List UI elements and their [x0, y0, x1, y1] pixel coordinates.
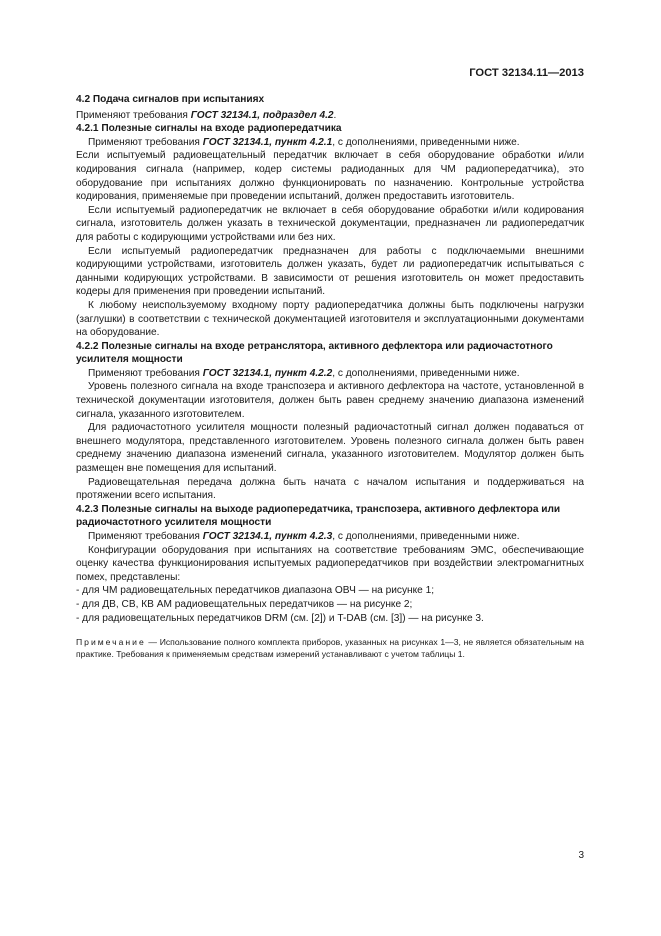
requirement-ref-4-2: Применяют требования ГОСТ 32134.1, подраздел 4.2. — [76, 109, 337, 121]
paragraph: Уровень полезного сигнала на входе транспозера и активного дефлектора на частоте, установленной в технической документации изготовителя, должен быть равен среднему значению диапазона изменений сигнала, указанного изготовителем. — [76, 381, 584, 420]
document-code-header: ГОСТ 32134.11—2013 — [469, 67, 584, 79]
page-number: 3 — [578, 850, 584, 861]
paragraph: Если испытуемый радиопередатчик предназначен для работы с подключаемыми внешними кодирующими устройствами, изготовитель должен указать, будет ли радиопередатчик испытываться с данными кодирующих устройствами. В зависимости от решения изготовитель он может предоставить кодеры для применения при проведении испытаний. — [76, 245, 584, 298]
standard-reference: ГОСТ 32134.1 — [202, 367, 270, 379]
paragraph: Если испытуемый радиопередатчик не включает в себя оборудование обработки и/или кодирования сигнала, изготовитель должен указать в технической документации, предназначен ли радиопередатчик для работы с кодирующими устройствами или без них. — [76, 204, 584, 243]
clause-reference: пункт 4.2.1 — [274, 136, 333, 148]
standard-reference: ГОСТ 32134.1 — [202, 531, 270, 542]
list-item: - для ДВ, СВ, КВ АМ радиовещательных передатчиков — на рисунке 2; — [76, 598, 413, 610]
clause-reference: пункт 4.2.2 — [274, 367, 333, 379]
requirement-ref-4-2-1: Применяют требования ГОСТ 32134.1, пункт 4.2.1, с дополнениями, приведенными ниже. — [88, 136, 520, 148]
list-item: - для ЧМ радиовещательных передатчиков диапазона ОВЧ — на рисунке 1; — [76, 585, 435, 597]
list-item: - для радиовещательных передатчиков DRM (см. [2]) и T-DAB (см. [3]) — на рисунке 3. — [76, 612, 484, 624]
paragraph: Для радиочастотного усилителя мощности полезный радиочастотный сигнал должен подаваться от внешнего модулятора, представленного изготовителем. Уровень полезного сигнала должен быть равен среднему значению диапазона изменений сигнала, указанного изготовителем. Модулятор должен быть размещен вне помещения для испытаний. — [76, 422, 584, 475]
paragraph: Если испытуемый радиовещательный передатчик включает в себя оборудование обработки и/или кодирования сигнала (например, кодер системы радиоданных для ЧМ радиопередатчика), это оборудование при испытаниях должно функционировать по назначению. Контрольные устройства кодирования, применяемые при проведении испытаний, должен предоставить изготовитель. — [76, 150, 584, 203]
section-heading-4-2: 4.2 Подача сигналов при испытаниях — [76, 94, 265, 105]
section-heading-4-2-3: 4.2.3 Полезные сигналы на выходе радиопередатчика, транспозера, активного дефлектора или радиочастотного усилителя мощности — [76, 503, 561, 529]
paragraph: Радиовещательная передача должна быть начата с началом испытания и поддерживаться на протяжении всего испытания. — [76, 476, 584, 502]
requirement-ref-4-2-3: Применяют требования ГОСТ 32134.1, пункт 4.2.3, с дополнениями, приведенными ниже. — [88, 531, 520, 542]
paragraph: К любому неиспользуемому входному порту радиопередатчика должны быть подключены нагрузки (заглушки) в соответствии с технической документацией изготовителя и эксплуатационными документами на оборудование. — [76, 299, 584, 339]
clause-reference: пункт 4.2.3 — [274, 531, 333, 542]
figure-list — [76, 584, 584, 625]
note-text: — Использование полного комплекта приборов, указанных на рисунках 1—3, не является обязательным на практике. Требования к применяемым средствам измерений устанавливают с учетом таблицы 1. — [76, 637, 584, 660]
section-heading-4-2-1: 4.2.1 Полезные сигналы на входе радиопередатчика — [76, 123, 342, 135]
document-body — [76, 93, 584, 669]
requirement-ref-4-2-2: Применяют требования ГОСТ 32134.1, пункт 4.2.2, с дополнениями, приведенными ниже. — [88, 367, 520, 379]
paragraph: Конфигурации оборудования при испытаниях на соответствие требованиям ЭМС, обеспечивающие оценку качества функционирования испытуемых радиопередатчиков при воздействии электромагнитных помех, представлены: — [76, 544, 584, 583]
standard-reference: ГОСТ 32134.1 — [202, 136, 270, 148]
standard-reference: ГОСТ 32134.1 — [190, 109, 258, 121]
note — [76, 636, 584, 660]
clause-reference: подраздел 4.2 — [262, 109, 334, 121]
note-label: Примечание — [76, 637, 146, 648]
section-heading-4-2-2: 4.2.2 Полезные сигналы на входе ретранслятора, активного дефлектора или радиочастотного усилителя мощности — [76, 340, 553, 366]
